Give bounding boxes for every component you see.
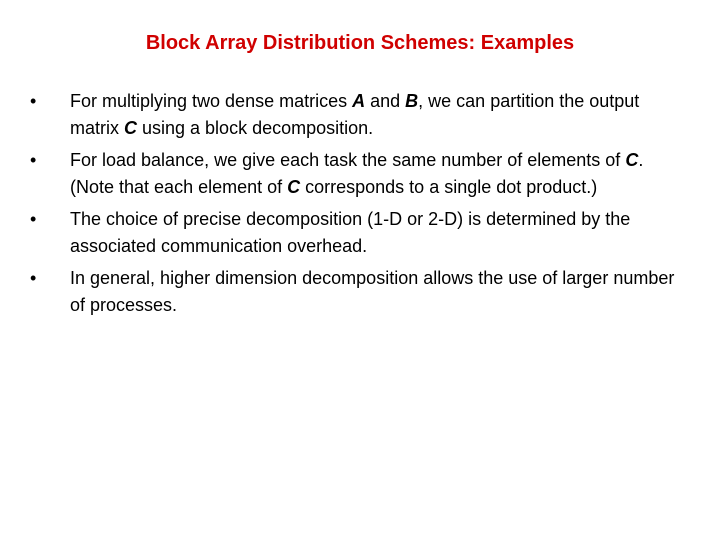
text-segment: For load balance, we give each task the same number of elements of xyxy=(70,150,626,170)
bullet-item xyxy=(30,265,680,319)
bullet-text xyxy=(70,209,630,256)
text-segment: . (Note that each element of xyxy=(70,150,644,197)
text-segment: The choice of precise decomposition (1-D or 2-D) is determined by the associated communication overhead. xyxy=(70,209,631,256)
bullet-item xyxy=(30,206,680,260)
bullet-text xyxy=(70,268,674,315)
text-segment: and xyxy=(365,91,406,111)
bullet-item xyxy=(30,88,680,142)
bullet-mark: • xyxy=(30,268,37,288)
emphasized-term: C xyxy=(124,118,137,138)
emphasized-term: C xyxy=(625,150,639,170)
bullet-mark: • xyxy=(30,91,37,111)
bullet-list xyxy=(30,88,680,324)
bullet-mark: • xyxy=(30,209,37,229)
emphasized-term: C xyxy=(287,177,301,197)
text-segment: corresponds to a single dot product.) xyxy=(300,177,598,197)
bullet-text xyxy=(70,91,639,138)
text-segment: using a block decomposition. xyxy=(137,118,374,138)
emphasized-term: B xyxy=(405,91,419,111)
bullet-item xyxy=(30,147,680,201)
text-segment: In general, higher dimension decomposition allows the use of larger number of processes. xyxy=(70,268,675,315)
emphasized-term: A xyxy=(352,91,366,111)
text-segment: For multiplying two dense matrices xyxy=(70,91,353,111)
slide-title: Block Array Distribution Schemes: Examples xyxy=(145,32,575,54)
text-segment: , we can partition the output matrix xyxy=(70,91,640,138)
bullet-mark: • xyxy=(30,150,37,170)
bullet-text xyxy=(70,150,643,197)
